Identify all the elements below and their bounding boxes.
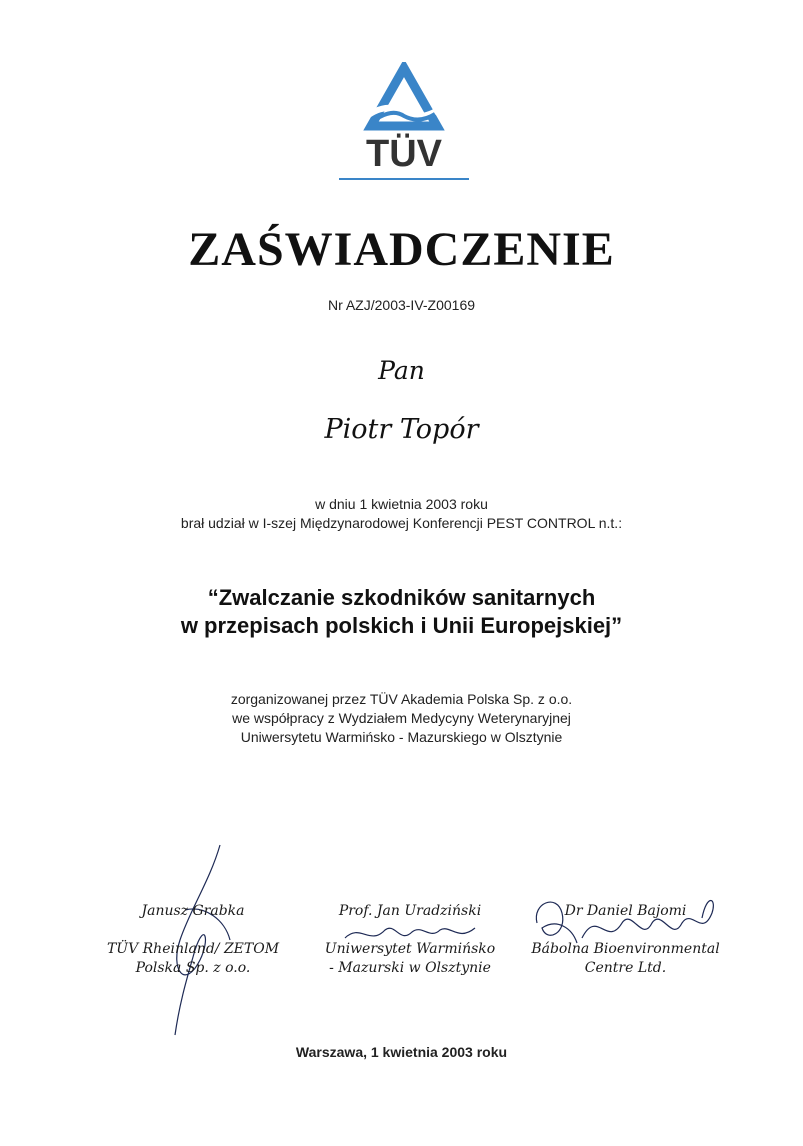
signatory-org: Polska Sp. z o.o. [135,960,251,976]
tuv-triangle-icon [337,62,471,184]
salutation: Pan [378,356,425,385]
signatory-2 [305,902,515,978]
organizer-line: Uniwersytetu Warmińsko - Mazurskiego w Olsztynie [240,729,563,745]
signatory-org: Bábolna Bioenvironmental [531,941,720,957]
signatory-org: Uniwersytet Warmińsko [324,941,496,957]
recipient-name: Piotr Topór [324,414,479,445]
intro-line: brał udział w I-szej Międzynarodowej Konferencji PEST CONTROL n.t.: [180,515,623,531]
tuv-logo [337,62,471,184]
certificate-number: Nr AZJ/2003-IV-Z00169 [327,297,476,313]
certificate-title: ZAŚWIADCZENIE [188,223,615,276]
intro-text [0,495,803,533]
place-and-date: Warszawa, 1 kwietnia 2003 roku [295,1044,508,1060]
signatory-org: TÜV Rheinland/ ZETOM [106,941,280,957]
organizer-line: we współpracy z Wydziałem Medycyny Weterynaryjnej [232,710,571,726]
signatory-3 [518,902,733,978]
topic-line: w przepisach polskich i Unii Europejskiej” [180,613,623,638]
topic-line: “Zwalczanie szkodników sanitarnych [207,585,596,610]
signatory-org: Centre Ltd. [584,960,667,976]
organizer-text [0,690,803,747]
signatory-1 [88,902,298,978]
conference-topic [0,584,803,640]
signatory-name: Dr Daniel Bajomi [564,903,687,919]
intro-line: w dniu 1 kwietnia 2003 roku [315,496,488,512]
signatory-name: Prof. Jan Uradziński [338,903,482,919]
signatory-name: Janusz Grabka [141,903,245,919]
logo-text: TÜV [366,133,442,175]
organizer-line: zorganizowanej przez TÜV Akademia Polska Sp. z o.o. [230,691,573,707]
signatory-org: - Mazurski w Olsztynie [329,960,491,976]
